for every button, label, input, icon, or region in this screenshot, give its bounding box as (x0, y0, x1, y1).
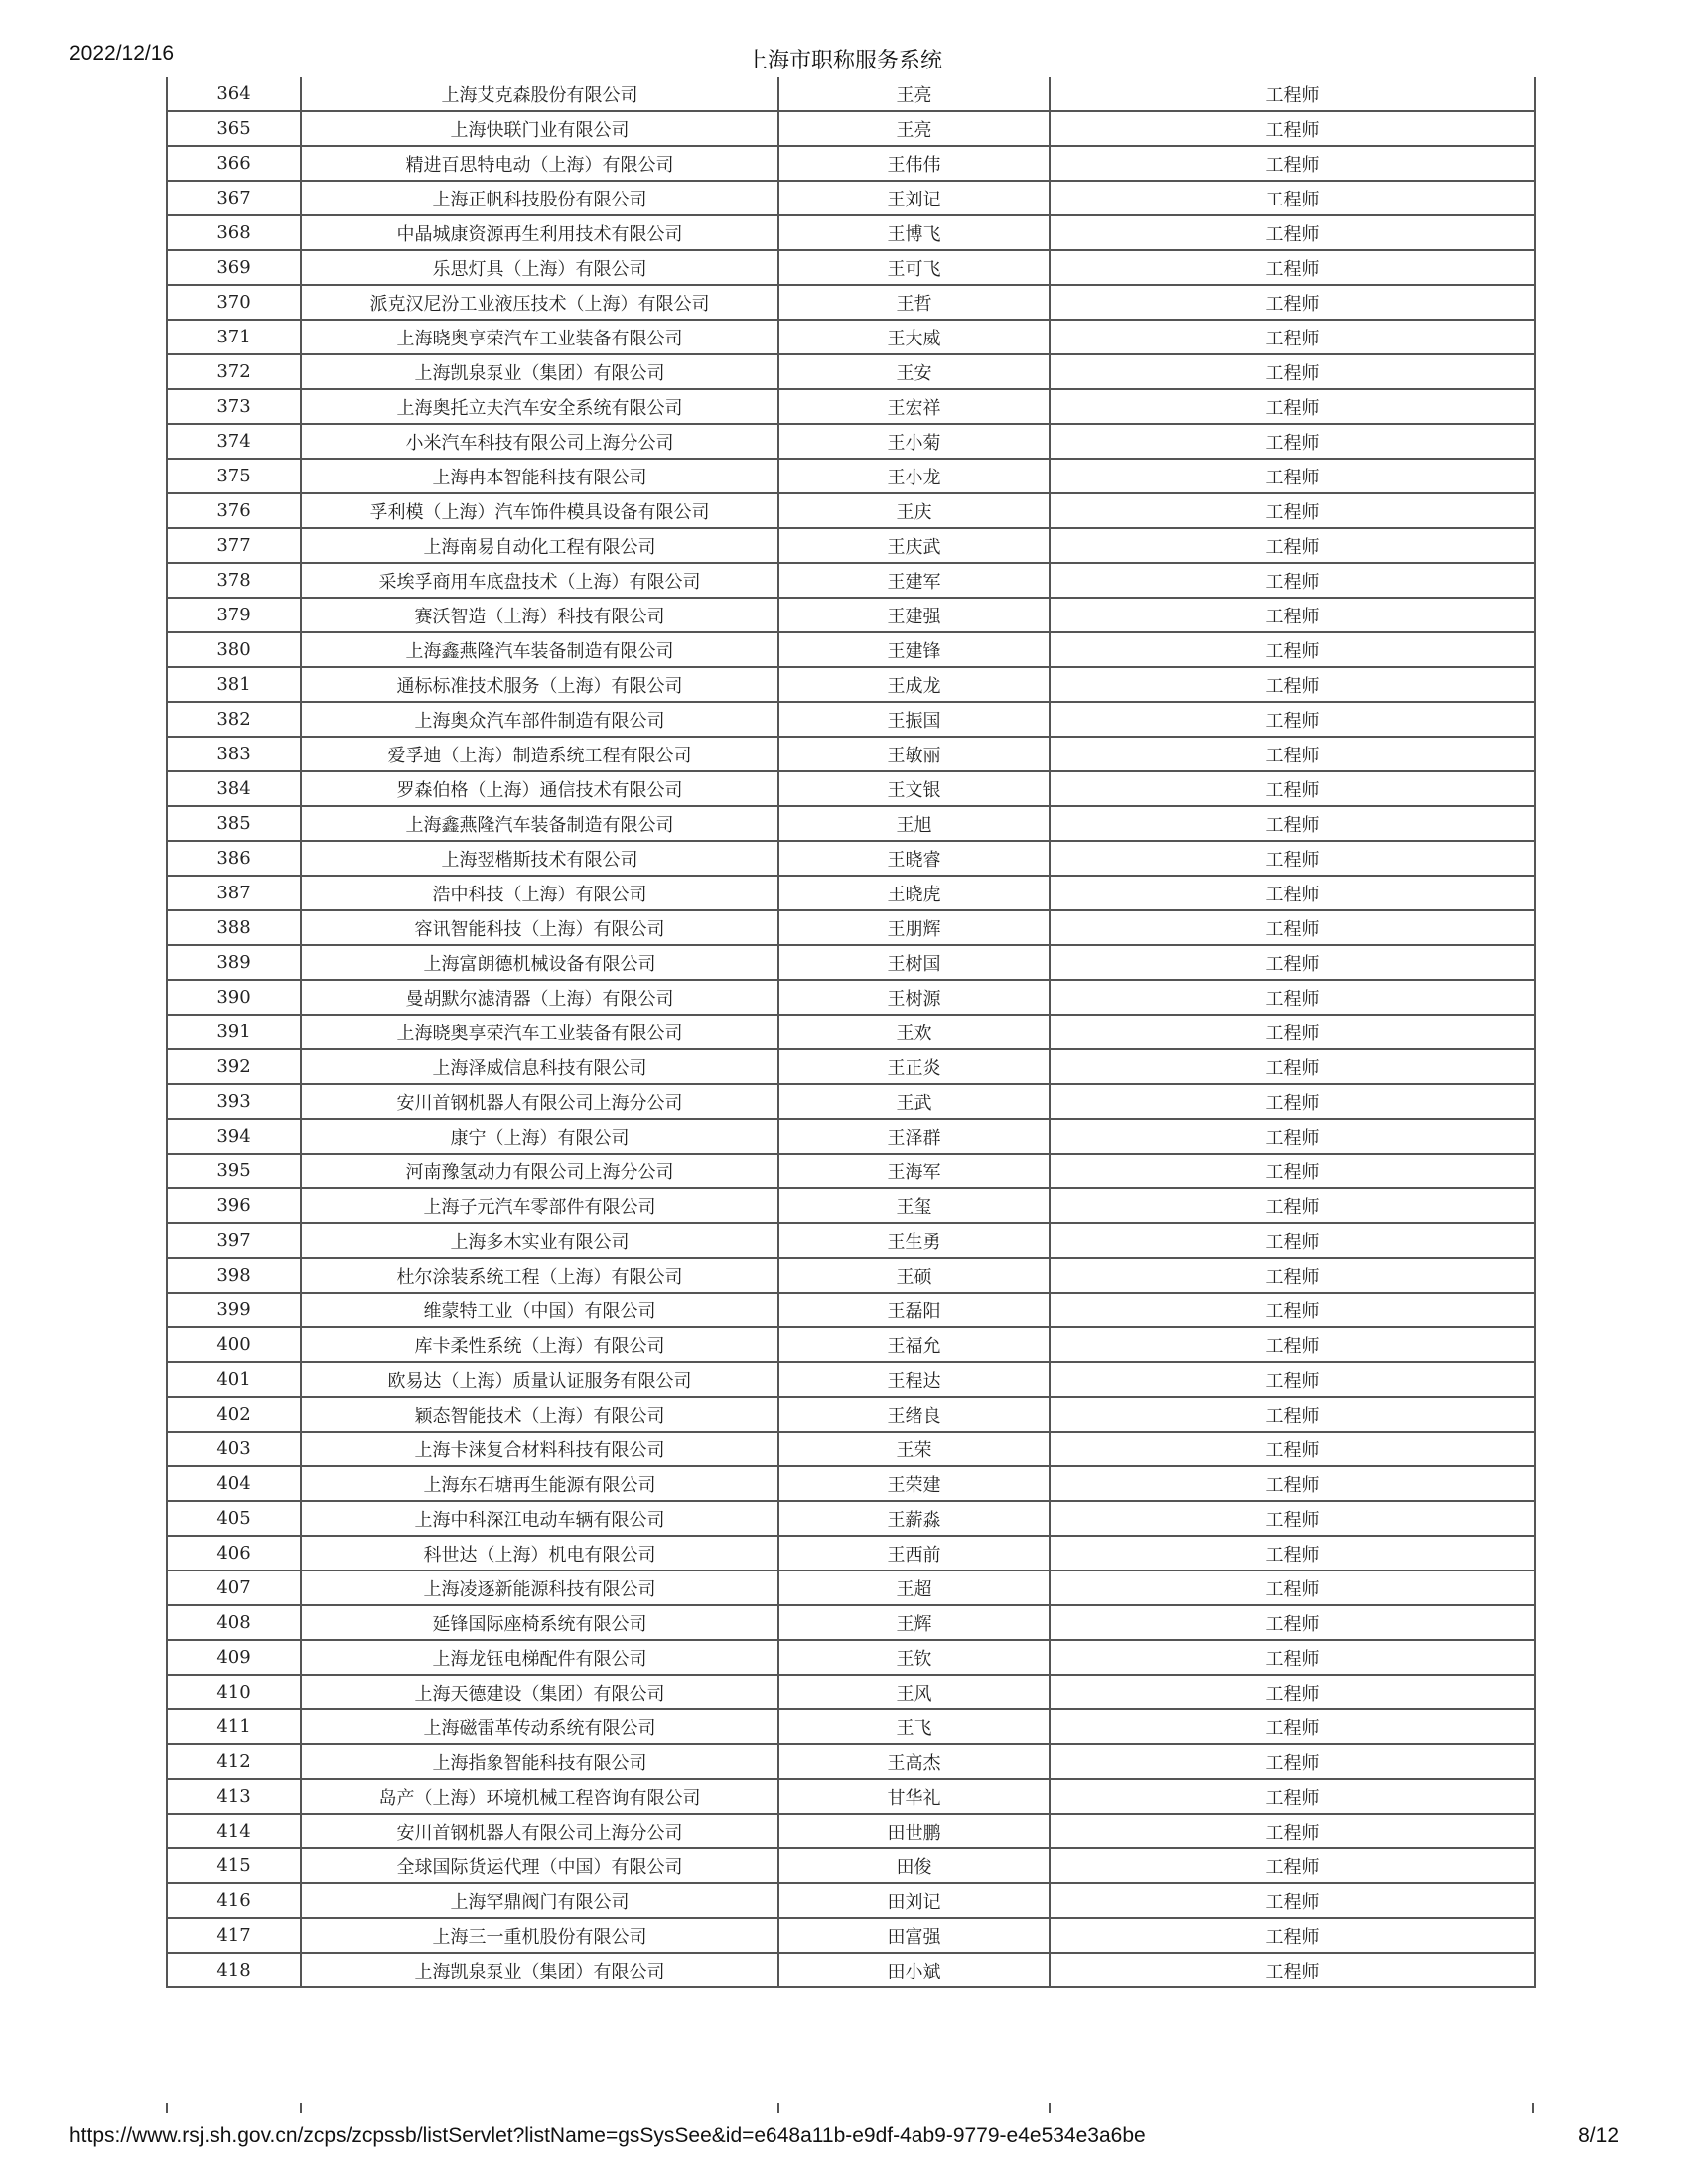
table-row (167, 1293, 1535, 1327)
row-number-cell: 371 (167, 320, 301, 354)
person-name-cell: 王飞 (778, 1709, 1050, 1744)
company-cell: 库卡柔性系统（上海）有限公司 (301, 1327, 778, 1362)
job-title-cell: 工程师 (1050, 737, 1535, 771)
table-row (167, 598, 1535, 632)
company-cell: 上海子元汽车零部件有限公司 (301, 1188, 778, 1223)
company-cell: 岛产（上海）环境机械工程咨询有限公司 (301, 1779, 778, 1814)
row-number-cell: 397 (167, 1223, 301, 1258)
person-name-cell: 田小斌 (778, 1953, 1050, 1987)
row-number-cell: 388 (167, 910, 301, 945)
job-title-cell: 工程师 (1050, 876, 1535, 910)
job-title-cell: 工程师 (1050, 528, 1535, 563)
job-title-cell: 工程师 (1050, 1119, 1535, 1154)
job-title-cell: 工程师 (1050, 1362, 1535, 1397)
table-row (167, 493, 1535, 528)
row-number-cell: 380 (167, 632, 301, 667)
table-row (167, 841, 1535, 876)
table-row (167, 1709, 1535, 1744)
results-table-body (167, 77, 1535, 1987)
person-name-cell: 王正炎 (778, 1049, 1050, 1084)
job-title-cell: 工程师 (1050, 1154, 1535, 1188)
row-number-cell: 415 (167, 1848, 301, 1883)
job-title-cell: 工程师 (1050, 354, 1535, 389)
company-cell: 上海鑫燕隆汽车装备制造有限公司 (301, 806, 778, 841)
table-row (167, 1223, 1535, 1258)
job-title-cell: 工程师 (1050, 146, 1535, 181)
job-title-cell: 工程师 (1050, 1258, 1535, 1293)
row-number-cell: 406 (167, 1536, 301, 1570)
row-number-cell: 376 (167, 493, 301, 528)
table-row (167, 1397, 1535, 1432)
job-title-cell: 工程师 (1050, 1293, 1535, 1327)
table-row (167, 1744, 1535, 1779)
table-row (167, 1536, 1535, 1570)
table-row (167, 1258, 1535, 1293)
company-cell: 乐思灯具（上海）有限公司 (301, 250, 778, 285)
row-number-cell: 374 (167, 424, 301, 459)
job-title-cell: 工程师 (1050, 1709, 1535, 1744)
row-number-cell: 407 (167, 1570, 301, 1605)
company-cell: 上海冉本智能科技有限公司 (301, 459, 778, 493)
table-row (167, 1466, 1535, 1501)
row-number-cell: 395 (167, 1154, 301, 1188)
row-number-cell: 364 (167, 77, 301, 111)
company-cell: 颖态智能技术（上海）有限公司 (301, 1397, 778, 1432)
person-name-cell: 王可飞 (778, 250, 1050, 285)
job-title-cell: 工程师 (1050, 459, 1535, 493)
company-cell: 上海艾克森股份有限公司 (301, 77, 778, 111)
job-title-cell: 工程师 (1050, 181, 1535, 215)
job-title-cell: 工程师 (1050, 563, 1535, 598)
person-name-cell: 王成龙 (778, 667, 1050, 702)
company-cell: 上海泽威信息科技有限公司 (301, 1049, 778, 1084)
company-cell: 罗森伯格（上海）通信技术有限公司 (301, 771, 778, 806)
table-row (167, 667, 1535, 702)
row-number-cell: 365 (167, 111, 301, 146)
company-cell: 上海晓奥享荣汽车工业装备有限公司 (301, 320, 778, 354)
row-number-cell: 390 (167, 980, 301, 1015)
person-name-cell: 王大威 (778, 320, 1050, 354)
person-name-cell: 王欢 (778, 1015, 1050, 1049)
row-number-cell: 375 (167, 459, 301, 493)
company-cell: 派克汉尼汾工业液压技术（上海）有限公司 (301, 285, 778, 320)
table-row (167, 737, 1535, 771)
row-number-cell: 393 (167, 1084, 301, 1119)
job-title-cell: 工程师 (1050, 598, 1535, 632)
row-number-cell: 384 (167, 771, 301, 806)
person-name-cell: 王风 (778, 1675, 1050, 1709)
person-name-cell: 王泽群 (778, 1119, 1050, 1154)
table-row (167, 1953, 1535, 1987)
job-title-cell: 工程师 (1050, 1327, 1535, 1362)
table-row (167, 111, 1535, 146)
company-cell: 浩中科技（上海）有限公司 (301, 876, 778, 910)
job-title-cell: 工程师 (1050, 1605, 1535, 1640)
person-name-cell: 王小龙 (778, 459, 1050, 493)
table-row (167, 876, 1535, 910)
person-name-cell: 王钦 (778, 1640, 1050, 1675)
person-name-cell: 王亮 (778, 111, 1050, 146)
person-name-cell: 王文银 (778, 771, 1050, 806)
person-name-cell: 田刘记 (778, 1883, 1050, 1918)
table-row (167, 806, 1535, 841)
table-row (167, 563, 1535, 598)
person-name-cell: 王福允 (778, 1327, 1050, 1362)
person-name-cell: 田世鹏 (778, 1814, 1050, 1848)
person-name-cell: 王庆 (778, 493, 1050, 528)
print-date: 2022/12/16 (70, 42, 175, 65)
company-cell: 杜尔涂装系统工程（上海）有限公司 (301, 1258, 778, 1293)
job-title-cell: 工程师 (1050, 1640, 1535, 1675)
company-cell: 维蒙特工业（中国）有限公司 (301, 1293, 778, 1327)
row-number-cell: 382 (167, 702, 301, 737)
table-row (167, 1501, 1535, 1536)
person-name-cell: 王超 (778, 1570, 1050, 1605)
person-name-cell: 王建军 (778, 563, 1050, 598)
person-name-cell: 王玺 (778, 1188, 1050, 1223)
person-name-cell: 甘华礼 (778, 1779, 1050, 1814)
job-title-cell: 工程师 (1050, 77, 1535, 111)
company-cell: 科世达（上海）机电有限公司 (301, 1536, 778, 1570)
job-title-cell: 工程师 (1050, 1501, 1535, 1536)
row-number-cell: 366 (167, 146, 301, 181)
company-cell: 上海翌楷斯技术有限公司 (301, 841, 778, 876)
row-number-cell: 405 (167, 1501, 301, 1536)
row-number-cell: 391 (167, 1015, 301, 1049)
company-cell: 上海磁雷革传动系统有限公司 (301, 1709, 778, 1744)
table-row (167, 945, 1535, 980)
table-row (167, 528, 1535, 563)
table-row (167, 980, 1535, 1015)
row-number-cell: 412 (167, 1744, 301, 1779)
footer-url: https://www.rsj.sh.gov.cn/zcps/zcpssb/listServlet?listName=gsSysSee&id=e648a11b-e9df-4ab9-9779-e4e534e3a6be (70, 2124, 1146, 2147)
company-cell: 上海凯泉泵业（集团）有限公司 (301, 354, 778, 389)
row-number-cell: 381 (167, 667, 301, 702)
job-title-cell: 工程师 (1050, 1883, 1535, 1918)
row-number-cell: 396 (167, 1188, 301, 1223)
table-row (167, 389, 1535, 424)
row-number-cell: 372 (167, 354, 301, 389)
job-title-cell: 工程师 (1050, 424, 1535, 459)
table-row (167, 1605, 1535, 1640)
company-cell: 中晶城康资源再生利用技术有限公司 (301, 215, 778, 250)
table-row (167, 771, 1535, 806)
company-cell: 爱孚迪（上海）制造系统工程有限公司 (301, 737, 778, 771)
table-row (167, 285, 1535, 320)
row-number-cell: 400 (167, 1327, 301, 1362)
results-table (166, 77, 1536, 1988)
job-title-cell: 工程师 (1050, 1675, 1535, 1709)
table-row (167, 632, 1535, 667)
table-continuation (166, 2103, 1534, 2113)
table-row (167, 250, 1535, 285)
company-cell: 欧易达（上海）质量认证服务有限公司 (301, 1362, 778, 1397)
company-cell: 通标标准技术服务（上海）有限公司 (301, 667, 778, 702)
row-number-cell: 411 (167, 1709, 301, 1744)
company-cell: 上海快联门业有限公司 (301, 111, 778, 146)
row-number-cell: 394 (167, 1119, 301, 1154)
row-number-cell: 392 (167, 1049, 301, 1084)
job-title-cell: 工程师 (1050, 1466, 1535, 1501)
table-row (167, 1084, 1535, 1119)
company-cell: 延锋国际座椅系统有限公司 (301, 1605, 778, 1640)
job-title-cell: 工程师 (1050, 389, 1535, 424)
table-row (167, 1327, 1535, 1362)
row-number-cell: 383 (167, 737, 301, 771)
company-cell: 上海晓奥享荣汽车工业装备有限公司 (301, 1015, 778, 1049)
company-cell: 上海奥众汽车部件制造有限公司 (301, 702, 778, 737)
company-cell: 上海正帆科技股份有限公司 (301, 181, 778, 215)
person-name-cell: 王硕 (778, 1258, 1050, 1293)
table-row (167, 1640, 1535, 1675)
person-name-cell: 王博飞 (778, 215, 1050, 250)
row-number-cell: 398 (167, 1258, 301, 1293)
person-name-cell: 王宏祥 (778, 389, 1050, 424)
company-cell: 上海龙钰电梯配件有限公司 (301, 1640, 778, 1675)
row-number-cell: 413 (167, 1779, 301, 1814)
company-cell: 上海东石塘再生能源有限公司 (301, 1466, 778, 1501)
table-row (167, 215, 1535, 250)
row-number-cell: 414 (167, 1814, 301, 1848)
company-cell: 上海指象智能科技有限公司 (301, 1744, 778, 1779)
person-name-cell: 王海军 (778, 1154, 1050, 1188)
company-cell: 上海南易自动化工程有限公司 (301, 528, 778, 563)
person-name-cell: 王生勇 (778, 1223, 1050, 1258)
row-number-cell: 378 (167, 563, 301, 598)
company-cell: 上海天德建设（集团）有限公司 (301, 1675, 778, 1709)
row-number-cell: 377 (167, 528, 301, 563)
row-number-cell: 370 (167, 285, 301, 320)
company-cell: 采埃孚商用车底盘技术（上海）有限公司 (301, 563, 778, 598)
company-cell: 上海奥托立夫汽车安全系统有限公司 (301, 389, 778, 424)
row-number-cell: 379 (167, 598, 301, 632)
person-name-cell: 田富强 (778, 1918, 1050, 1953)
company-cell: 上海多木实业有限公司 (301, 1223, 778, 1258)
row-number-cell: 417 (167, 1918, 301, 1953)
job-title-cell: 工程师 (1050, 1953, 1535, 1987)
table-row (167, 146, 1535, 181)
row-number-cell: 403 (167, 1432, 301, 1466)
job-title-cell: 工程师 (1050, 806, 1535, 841)
row-number-cell: 369 (167, 250, 301, 285)
job-title-cell: 工程师 (1050, 980, 1535, 1015)
table-row (167, 424, 1535, 459)
job-title-cell: 工程师 (1050, 215, 1535, 250)
page-number: 8/12 (1578, 2124, 1618, 2147)
job-title-cell: 工程师 (1050, 667, 1535, 702)
company-cell: 容讯智能科技（上海）有限公司 (301, 910, 778, 945)
job-title-cell: 工程师 (1050, 285, 1535, 320)
row-number-cell: 404 (167, 1466, 301, 1501)
job-title-cell: 工程师 (1050, 945, 1535, 980)
person-name-cell: 王程达 (778, 1362, 1050, 1397)
row-number-cell: 418 (167, 1953, 301, 1987)
person-name-cell: 王朋辉 (778, 910, 1050, 945)
row-number-cell: 399 (167, 1293, 301, 1327)
job-title-cell: 工程师 (1050, 632, 1535, 667)
table-row (167, 1049, 1535, 1084)
person-name-cell: 王建锋 (778, 632, 1050, 667)
job-title-cell: 工程师 (1050, 1536, 1535, 1570)
job-title-cell: 工程师 (1050, 1223, 1535, 1258)
company-cell: 上海三一重机股份有限公司 (301, 1918, 778, 1953)
table-row (167, 1570, 1535, 1605)
table-row (167, 1432, 1535, 1466)
job-title-cell: 工程师 (1050, 1918, 1535, 1953)
company-cell: 上海凯泉泵业（集团）有限公司 (301, 1953, 778, 1987)
table-row (167, 1848, 1535, 1883)
job-title-cell: 工程师 (1050, 1084, 1535, 1119)
job-title-cell: 工程师 (1050, 250, 1535, 285)
person-name-cell: 王树国 (778, 945, 1050, 980)
person-name-cell: 王薪淼 (778, 1501, 1050, 1536)
person-name-cell: 王西前 (778, 1536, 1050, 1570)
job-title-cell: 工程师 (1050, 111, 1535, 146)
row-number-cell: 373 (167, 389, 301, 424)
company-cell: 全球国际货运代理（中国）有限公司 (301, 1848, 778, 1883)
job-title-cell: 工程师 (1050, 493, 1535, 528)
company-cell: 赛沃智造（上海）科技有限公司 (301, 598, 778, 632)
table-row (167, 1779, 1535, 1814)
job-title-cell: 工程师 (1050, 771, 1535, 806)
results-table-container (166, 77, 1534, 1988)
company-cell: 孚利模（上海）汽车饰件模具设备有限公司 (301, 493, 778, 528)
person-name-cell: 王刘记 (778, 181, 1050, 215)
table-row (167, 459, 1535, 493)
person-name-cell: 王亮 (778, 77, 1050, 111)
row-number-cell: 385 (167, 806, 301, 841)
person-name-cell: 王敏丽 (778, 737, 1050, 771)
table-row (167, 1154, 1535, 1188)
person-name-cell: 王磊阳 (778, 1293, 1050, 1327)
person-name-cell: 王荣建 (778, 1466, 1050, 1501)
table-row (167, 1883, 1535, 1918)
person-name-cell: 王武 (778, 1084, 1050, 1119)
row-number-cell: 386 (167, 841, 301, 876)
company-cell: 康宁（上海）有限公司 (301, 1119, 778, 1154)
job-title-cell: 工程师 (1050, 702, 1535, 737)
row-number-cell: 368 (167, 215, 301, 250)
company-cell: 安川首钢机器人有限公司上海分公司 (301, 1084, 778, 1119)
table-row (167, 1119, 1535, 1154)
company-cell: 上海富朗德机械设备有限公司 (301, 945, 778, 980)
page-title: 上海市职称服务系统 (745, 49, 942, 73)
job-title-cell: 工程师 (1050, 1049, 1535, 1084)
person-name-cell: 王绪良 (778, 1397, 1050, 1432)
table-row (167, 1675, 1535, 1709)
table-row (167, 1362, 1535, 1397)
row-number-cell: 410 (167, 1675, 301, 1709)
person-name-cell: 王晓睿 (778, 841, 1050, 876)
row-number-cell: 409 (167, 1640, 301, 1675)
job-title-cell: 工程师 (1050, 1570, 1535, 1605)
job-title-cell: 工程师 (1050, 320, 1535, 354)
table-row (167, 910, 1535, 945)
table-row (167, 320, 1535, 354)
company-cell: 上海凌逐新能源科技有限公司 (301, 1570, 778, 1605)
job-title-cell: 工程师 (1050, 1432, 1535, 1466)
table-row (167, 1814, 1535, 1848)
row-number-cell: 402 (167, 1397, 301, 1432)
table-row (167, 77, 1535, 111)
person-name-cell: 王树源 (778, 980, 1050, 1015)
company-cell: 精进百思特电动（上海）有限公司 (301, 146, 778, 181)
row-number-cell: 389 (167, 945, 301, 980)
job-title-cell: 工程师 (1050, 1015, 1535, 1049)
job-title-cell: 工程师 (1050, 1814, 1535, 1848)
row-number-cell: 401 (167, 1362, 301, 1397)
person-name-cell: 王庆武 (778, 528, 1050, 563)
row-number-cell: 416 (167, 1883, 301, 1918)
job-title-cell: 工程师 (1050, 1188, 1535, 1223)
job-title-cell: 工程师 (1050, 1779, 1535, 1814)
job-title-cell: 工程师 (1050, 910, 1535, 945)
person-name-cell: 王旭 (778, 806, 1050, 841)
person-name-cell: 王哲 (778, 285, 1050, 320)
person-name-cell: 王伟伟 (778, 146, 1050, 181)
row-number-cell: 408 (167, 1605, 301, 1640)
table-row (167, 354, 1535, 389)
row-number-cell: 367 (167, 181, 301, 215)
company-cell: 上海罕鼎阀门有限公司 (301, 1883, 778, 1918)
person-name-cell: 王安 (778, 354, 1050, 389)
table-row (167, 1918, 1535, 1953)
job-title-cell: 工程师 (1050, 1744, 1535, 1779)
table-row (167, 702, 1535, 737)
table-row (167, 181, 1535, 215)
person-name-cell: 王振国 (778, 702, 1050, 737)
person-name-cell: 王荣 (778, 1432, 1050, 1466)
row-number-cell: 387 (167, 876, 301, 910)
company-cell: 安川首钢机器人有限公司上海分公司 (301, 1814, 778, 1848)
company-cell: 上海中科深江电动车辆有限公司 (301, 1501, 778, 1536)
person-name-cell: 王小菊 (778, 424, 1050, 459)
person-name-cell: 田俊 (778, 1848, 1050, 1883)
company-cell: 上海鑫燕隆汽车装备制造有限公司 (301, 632, 778, 667)
person-name-cell: 王建强 (778, 598, 1050, 632)
company-cell: 上海卡涞复合材料科技有限公司 (301, 1432, 778, 1466)
company-cell: 曼胡默尔滤清器（上海）有限公司 (301, 980, 778, 1015)
person-name-cell: 王辉 (778, 1605, 1050, 1640)
person-name-cell: 王高杰 (778, 1744, 1050, 1779)
job-title-cell: 工程师 (1050, 1397, 1535, 1432)
person-name-cell: 王晓虎 (778, 876, 1050, 910)
table-row (167, 1015, 1535, 1049)
table-row (167, 1188, 1535, 1223)
company-cell: 河南豫氢动力有限公司上海分公司 (301, 1154, 778, 1188)
company-cell: 小米汽车科技有限公司上海分公司 (301, 424, 778, 459)
job-title-cell: 工程师 (1050, 841, 1535, 876)
job-title-cell: 工程师 (1050, 1848, 1535, 1883)
